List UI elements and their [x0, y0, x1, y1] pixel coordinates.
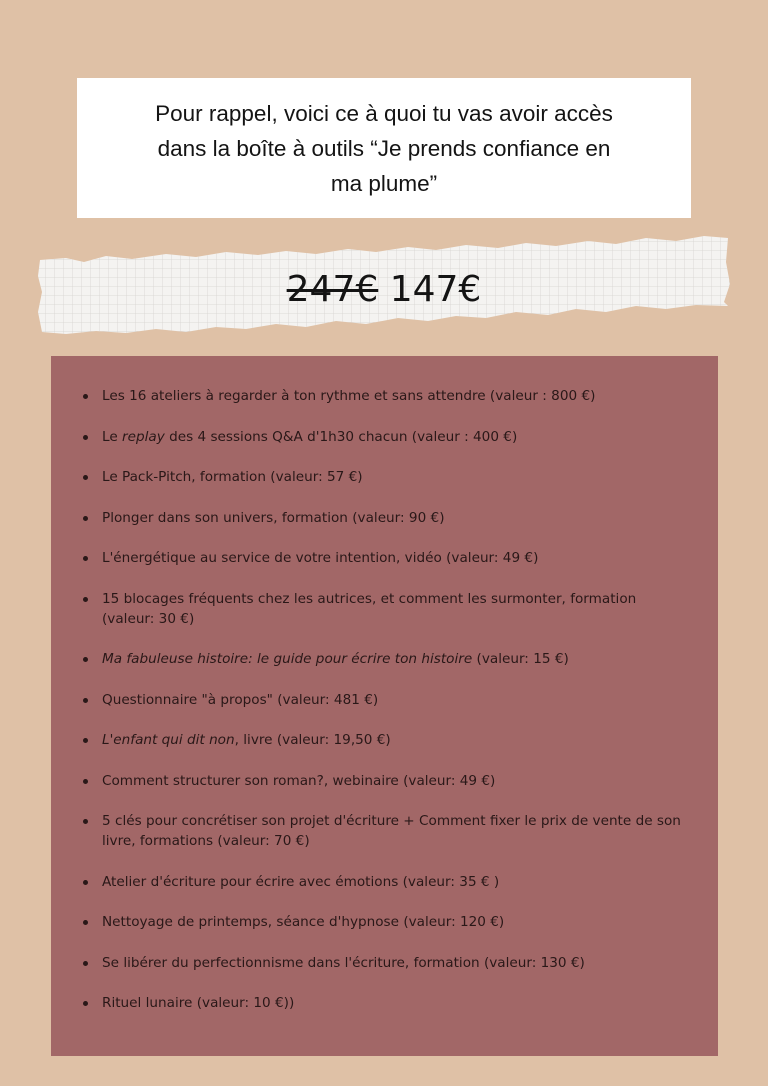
- bullet-icon: [83, 819, 88, 824]
- benefits-list: [51, 386, 718, 1034]
- bullet-icon: [83, 961, 88, 966]
- list-item: Comment structurer son roman?, webinaire (valeur: 49 €): [51, 771, 718, 791]
- bullet-icon: [83, 880, 88, 885]
- bullet-icon: [83, 698, 88, 703]
- bullet-icon: [83, 779, 88, 784]
- list-item: Nettoyage de printemps, séance d'hypnose (valeur: 120 €): [51, 912, 718, 932]
- old-price: 247€: [286, 269, 379, 310]
- bullet-icon: [83, 556, 88, 561]
- list-item: Plonger dans son univers, formation (valeur: 90 €): [51, 508, 718, 528]
- bullet-icon: [83, 516, 88, 521]
- intro-heading: Pour rappel, voici ce à quoi tu vas avoir accès dans la boîte à outils “Je prends confiance en ma plume”: [155, 100, 613, 196]
- list-item: 15 blocages fréquents chez les autrices, et comment les surmonter, formation (valeur: 30 €): [51, 589, 718, 629]
- list-item: Se libérer du perfectionnisme dans l'écriture, formation (valeur: 130 €): [51, 953, 718, 973]
- bullet-icon: [83, 597, 88, 602]
- list-item: Le Pack-Pitch, formation (valeur: 57 €): [51, 467, 718, 487]
- list-item: Questionnaire "à propos" (valeur: 481 €): [51, 690, 718, 710]
- list-item: Ma fabuleuse histoire: le guide pour écrire ton histoire (valeur: 15 €): [51, 649, 718, 669]
- bullet-icon: [83, 394, 88, 399]
- price-row: [36, 264, 732, 316]
- benefits-panel: [51, 356, 718, 1056]
- list-item: L'énergétique au service de votre intention, vidéo (valeur: 49 €): [51, 548, 718, 568]
- new-price: 147€: [389, 269, 482, 310]
- list-item: Rituel lunaire (valeur: 10 €)): [51, 993, 718, 1013]
- list-item: Les 16 ateliers à regarder à ton rythme et sans attendre (valeur : 800 €): [51, 386, 718, 406]
- bullet-icon: [83, 657, 88, 662]
- list-item: 5 clés pour concrétiser son projet d'écriture + Comment fixer le prix de vente de son livre, formations (valeur: 70 €): [51, 811, 718, 851]
- bullet-icon: [83, 475, 88, 480]
- intro-card: [77, 78, 691, 218]
- list-item: Le replay des 4 sessions Q&A d'1h30 chacun (valeur : 400 €): [51, 427, 718, 447]
- bullet-icon: [83, 738, 88, 743]
- bullet-icon: [83, 920, 88, 925]
- bullet-icon: [83, 435, 88, 440]
- list-item: Atelier d'écriture pour écrire avec émotions (valeur: 35 € ): [51, 872, 718, 892]
- list-item: L'enfant qui dit non, livre (valeur: 19,50 €): [51, 730, 718, 750]
- bullet-icon: [83, 1001, 88, 1006]
